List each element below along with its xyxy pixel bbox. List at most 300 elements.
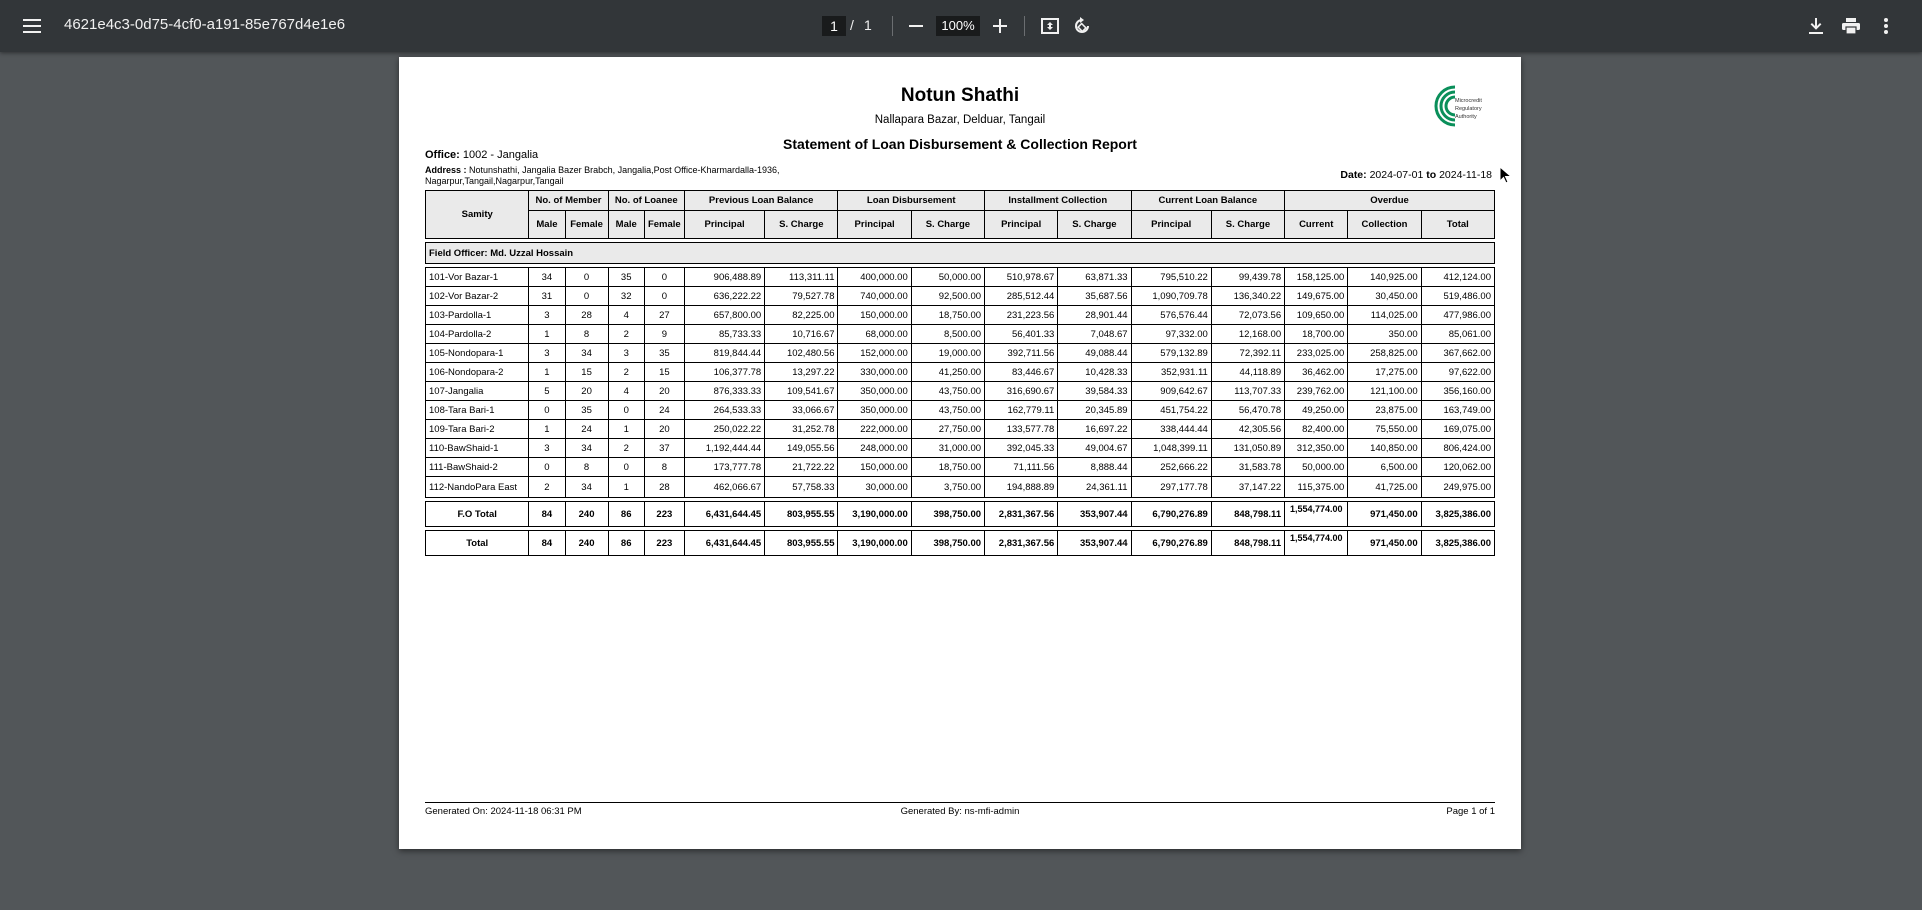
table-cell: 49,004.67 [1058, 439, 1131, 458]
table-cell: 352,931.11 [1131, 363, 1211, 382]
table-cell: 312,350.00 [1285, 439, 1348, 458]
subheader-male: Male [608, 211, 644, 239]
table-cell: 2 [608, 439, 644, 458]
row-label-cell: 101-Vor Bazar-1 [426, 268, 529, 287]
row-label-cell: 105-Nondopara-1 [426, 344, 529, 363]
table-cell: 1,090,709.78 [1131, 287, 1211, 306]
field-officer-name: Field Officer: Md. Uzzal Hossain [426, 243, 1495, 264]
organization-name: Notun Shathi [900, 85, 1020, 106]
date-to: 2024-11-18 [1439, 169, 1492, 181]
table-row [426, 363, 1495, 382]
table-cell: 13,297.22 [765, 363, 838, 382]
row-label-cell: 107-Jangalia [426, 382, 529, 401]
table-cell: 18,750.00 [911, 458, 984, 477]
table-cell: 131,050.89 [1211, 439, 1284, 458]
subheader-principal: Principal [684, 211, 764, 239]
table-cell: 152,000.00 [838, 344, 911, 363]
table-cell: 31 [529, 287, 565, 306]
table-cell: 92,500.00 [911, 287, 984, 306]
fit-to-page-icon[interactable] [1038, 14, 1062, 38]
row-label-cell: 104-Pardolla-2 [426, 325, 529, 344]
table-cell: 0 [608, 458, 644, 477]
table-cell: 367,662.00 [1421, 344, 1494, 363]
table-cell: 5 [529, 382, 565, 401]
table-cell: 2 [529, 477, 565, 498]
table-cell: 106,377.78 [684, 363, 764, 382]
table-cell: 451,754.22 [1131, 401, 1211, 420]
table-cell: 477,986.00 [1421, 306, 1494, 325]
address-line-1: Notunshathi, Jangalia Bazer Brabch, Jangalia,Post Office-Kharmardalla-1936, [469, 165, 780, 175]
table-cell: 231,223.56 [985, 306, 1058, 325]
table-cell: 75,550.00 [1348, 420, 1421, 439]
table-cell: 43,750.00 [911, 401, 984, 420]
table-cell: 3 [529, 439, 565, 458]
table-cell: 0 [529, 401, 565, 420]
table-cell: 338,444.44 [1131, 420, 1211, 439]
table-cell: 8,888.44 [1058, 458, 1131, 477]
table-cell: 848,798.11 [1211, 531, 1284, 556]
table-cell: 35 [608, 268, 644, 287]
table-cell: 35 [565, 401, 608, 420]
row-label-cell: 106-Nondopara-2 [426, 363, 529, 382]
footer-divider [425, 802, 1495, 803]
table-cell: 285,512.44 [985, 287, 1058, 306]
table-cell: 971,450.00 [1348, 502, 1421, 527]
table-cell: 49,250.00 [1285, 401, 1348, 420]
generated-on: Generated On: 2024-11-18 06:31 PM [425, 806, 582, 817]
table-cell: 50,000.00 [911, 268, 984, 287]
subheader-female: Female [565, 211, 608, 239]
header-samity: Samity [426, 191, 529, 239]
table-cell: 84 [529, 502, 565, 527]
table-cell: 4 [608, 382, 644, 401]
table-cell: 3 [529, 306, 565, 325]
table-cell: 350,000.00 [838, 382, 911, 401]
table-cell: 113,311.11 [765, 268, 838, 287]
table-cell: 23,875.00 [1348, 401, 1421, 420]
date-to-label: to [1426, 169, 1437, 181]
office-info [425, 149, 538, 161]
table-cell: 848,798.11 [1211, 502, 1284, 527]
table-cell: 32 [608, 287, 644, 306]
table-cell: 41,725.00 [1348, 477, 1421, 498]
table-cell: 97,622.00 [1421, 363, 1494, 382]
table-cell: 15 [565, 363, 608, 382]
table-cell: 158,125.00 [1285, 268, 1348, 287]
table-cell: 264,533.33 [684, 401, 764, 420]
office-value: 1002 - Jangalia [462, 149, 539, 161]
table-cell: 21,722.22 [765, 458, 838, 477]
grand-total-row [426, 531, 1495, 556]
subheader-total: Total [1421, 211, 1494, 239]
table-cell: 0 [644, 268, 684, 287]
table-cell: 2 [608, 325, 644, 344]
table-cell: 252,666.22 [1131, 458, 1211, 477]
zoom-out-icon[interactable] [904, 14, 928, 38]
table-cell: 1,048,399.11 [1131, 439, 1211, 458]
table-cell: 8,500.00 [911, 325, 984, 344]
table-cell: 109,650.00 [1285, 306, 1348, 325]
table-cell: 35,687.56 [1058, 287, 1131, 306]
generated-by: Generated By: ns-mfi-admin [900, 806, 1020, 817]
table-cell: 1 [529, 363, 565, 382]
page-separator: / [850, 17, 854, 33]
date-from: 2024-07-01 [1369, 169, 1424, 181]
table-cell: 9 [644, 325, 684, 344]
header-loanee: No. of Loanee [608, 191, 684, 211]
table-cell: 1 [608, 420, 644, 439]
subheader-scharge: S. Charge [911, 211, 984, 239]
table-cell: 350,000.00 [838, 401, 911, 420]
table-cell: 7,048.67 [1058, 325, 1131, 344]
table-cell: 86 [608, 531, 644, 556]
table-cell: 149,675.00 [1285, 287, 1348, 306]
table-cell: 35 [644, 344, 684, 363]
table-cell: 0 [608, 401, 644, 420]
table-cell: 250,022.22 [684, 420, 764, 439]
table-cell: 6,790,276.89 [1131, 502, 1211, 527]
row-label-cell: 112-NandoPara East [426, 477, 529, 498]
organization-address: Nallapara Bazar, Delduar, Tangail [874, 114, 1046, 126]
table-cell: 20 [565, 382, 608, 401]
table-cell: 1,554,774.00 [1285, 531, 1348, 556]
download-icon[interactable] [1804, 14, 1828, 38]
table-row [426, 344, 1495, 363]
table-cell: 6,790,276.89 [1131, 531, 1211, 556]
header-previous-balance: Previous Loan Balance [684, 191, 838, 211]
table-cell: 121,100.00 [1348, 382, 1421, 401]
table-cell: 1 [608, 477, 644, 498]
table-cell: 86 [608, 502, 644, 527]
table-cell: 20 [644, 420, 684, 439]
table-cell: 28,901.44 [1058, 306, 1131, 325]
table-cell: 3,825,386.00 [1421, 531, 1494, 556]
table-cell: 971,450.00 [1348, 531, 1421, 556]
logo-text-line: Regulatory [1455, 106, 1482, 112]
table-cell: 330,000.00 [838, 363, 911, 382]
table-cell: 519,486.00 [1421, 287, 1494, 306]
mra-logo [1433, 83, 1495, 129]
table-cell: 6,431,644.45 [684, 502, 764, 527]
table-cell: 350.00 [1348, 325, 1421, 344]
table-cell: 398,750.00 [911, 502, 984, 527]
zoom-level-input[interactable]: 100% [936, 16, 980, 36]
table-cell: 82,225.00 [765, 306, 838, 325]
table-cell: 2,831,367.56 [985, 502, 1058, 527]
table-cell: 82,400.00 [1285, 420, 1348, 439]
table-cell: 20 [644, 382, 684, 401]
table-cell: 249,975.00 [1421, 477, 1494, 498]
table-cell: 72,073.56 [1211, 306, 1284, 325]
table-cell: 42,305.56 [1211, 420, 1284, 439]
table-cell: 31,583.78 [1211, 458, 1284, 477]
rotate-icon[interactable] [1070, 14, 1094, 38]
table-cell: 353,907.44 [1058, 531, 1131, 556]
table-cell: 115,375.00 [1285, 477, 1348, 498]
report-title: Statement of Loan Disbursement & Collection Report [783, 136, 1137, 152]
table-cell: 3,190,000.00 [838, 531, 911, 556]
table-cell: 18,750.00 [911, 306, 984, 325]
table-cell: 37,147.22 [1211, 477, 1284, 498]
table-cell: 223 [644, 531, 684, 556]
table-cell: 34 [565, 477, 608, 498]
table-cell: 97,332.00 [1131, 325, 1211, 344]
table-cell: 162,779.11 [985, 401, 1058, 420]
table-cell: 906,488.89 [684, 268, 764, 287]
table-cell: 0 [565, 268, 608, 287]
table-cell: 28 [644, 477, 684, 498]
table-cell: 24,361.11 [1058, 477, 1131, 498]
table-cell: 6,431,644.45 [684, 531, 764, 556]
subheader-scharge: S. Charge [1058, 211, 1131, 239]
table-cell: 169,075.00 [1421, 420, 1494, 439]
table-cell: 24 [644, 401, 684, 420]
row-label-cell: 103-Pardolla-1 [426, 306, 529, 325]
row-label-cell: 102-Vor Bazar-2 [426, 287, 529, 306]
zoom-in-icon[interactable] [988, 14, 1012, 38]
table-cell: 133,577.78 [985, 420, 1058, 439]
table-cell: 10,428.33 [1058, 363, 1131, 382]
table-cell: 240 [565, 502, 608, 527]
table-cell: 31,252.78 [765, 420, 838, 439]
table-cell: 17,275.00 [1348, 363, 1421, 382]
table-cell: 579,132.89 [1131, 344, 1211, 363]
header-overdue: Overdue [1285, 191, 1495, 211]
table-cell: 136,340.22 [1211, 287, 1284, 306]
table-cell: 31,000.00 [911, 439, 984, 458]
header-members: No. of Member [529, 191, 608, 211]
table-row [426, 401, 1495, 420]
table-cell: 36,462.00 [1285, 363, 1348, 382]
table-cell: 233,025.00 [1285, 344, 1348, 363]
table-cell: 2,831,367.56 [985, 531, 1058, 556]
table-cell: 114,025.00 [1348, 306, 1421, 325]
subheader-current: Current [1285, 211, 1348, 239]
table-cell: 806,424.00 [1421, 439, 1494, 458]
table-row [426, 287, 1495, 306]
document-title: 4621e4c3-0d75-4cf0-a191-85e767d4e1e6 [64, 16, 346, 33]
table-cell: 79,527.78 [765, 287, 838, 306]
table-row [426, 420, 1495, 439]
table-cell: 297,177.78 [1131, 477, 1211, 498]
table-cell: 3 [529, 344, 565, 363]
row-label-cell: Total [426, 531, 529, 556]
table-cell: 795,510.22 [1131, 268, 1211, 287]
subheader-principal: Principal [838, 211, 911, 239]
table-cell: 57,758.33 [765, 477, 838, 498]
table-cell: 740,000.00 [838, 287, 911, 306]
date-range [1340, 169, 1492, 181]
table-cell: 20,345.89 [1058, 401, 1131, 420]
table-cell: 462,066.67 [684, 477, 764, 498]
table-cell: 3,825,386.00 [1421, 502, 1494, 527]
table-cell: 49,088.44 [1058, 344, 1131, 363]
table-cell: 34 [565, 344, 608, 363]
table-cell: 109,541.67 [765, 382, 838, 401]
table-cell: 85,733.33 [684, 325, 764, 344]
table-cell: 240 [565, 531, 608, 556]
table-cell: 43,750.00 [911, 382, 984, 401]
subheader-principal: Principal [985, 211, 1058, 239]
table-cell: 353,907.44 [1058, 502, 1131, 527]
table-cell: 140,850.00 [1348, 439, 1421, 458]
subheader-scharge: S. Charge [765, 211, 838, 239]
table-cell: 316,690.67 [985, 382, 1058, 401]
table-cell: 50,000.00 [1285, 458, 1348, 477]
table-cell: 239,762.00 [1285, 382, 1348, 401]
table-cell: 120,062.00 [1421, 458, 1494, 477]
table-cell: 34 [565, 439, 608, 458]
table-cell: 222,000.00 [838, 420, 911, 439]
row-label-cell: 111-BawShaid-2 [426, 458, 529, 477]
header-current-balance: Current Loan Balance [1131, 191, 1285, 211]
table-cell: 876,333.33 [684, 382, 764, 401]
table-cell: 28 [565, 306, 608, 325]
table-cell: 2 [608, 363, 644, 382]
table-cell: 1,192,444.44 [684, 439, 764, 458]
table-cell: 194,888.89 [985, 477, 1058, 498]
table-cell: 356,160.00 [1421, 382, 1494, 401]
fo-total-row [426, 502, 1495, 527]
table-cell: 140,925.00 [1348, 268, 1421, 287]
table-cell: 113,707.33 [1211, 382, 1284, 401]
table-cell: 0 [644, 287, 684, 306]
table-cell: 68,000.00 [838, 325, 911, 344]
table-cell: 102,480.56 [765, 344, 838, 363]
table-cell: 27,750.00 [911, 420, 984, 439]
table-cell: 27 [644, 306, 684, 325]
logo-text-line: Microcredit [1455, 98, 1482, 104]
table-cell: 173,777.78 [684, 458, 764, 477]
row-label-cell: 109-Tara Bari-2 [426, 420, 529, 439]
table-cell: 84 [529, 531, 565, 556]
table-cell: 3,750.00 [911, 477, 984, 498]
table-row [426, 268, 1495, 287]
table-cell: 37 [644, 439, 684, 458]
table-cell: 63,871.33 [1058, 268, 1131, 287]
table-cell: 657,800.00 [684, 306, 764, 325]
table-cell: 30,000.00 [838, 477, 911, 498]
table-cell: 576,576.44 [1131, 306, 1211, 325]
header-disbursement: Loan Disbursement [838, 191, 985, 211]
row-label-cell: F.O Total [426, 502, 529, 527]
table-cell: 33,066.67 [765, 401, 838, 420]
table-cell: 44,118.89 [1211, 363, 1284, 382]
subheader-collection: Collection [1348, 211, 1421, 239]
table-cell: 1 [529, 325, 565, 344]
table-cell: 39,584.33 [1058, 382, 1131, 401]
table-cell: 16,697.22 [1058, 420, 1131, 439]
table-row [426, 477, 1495, 498]
table-cell: 56,401.33 [985, 325, 1058, 344]
table-cell: 258,825.00 [1348, 344, 1421, 363]
pdf-toolbar [0, 0, 1922, 52]
date-label: Date: [1340, 169, 1367, 181]
page-info: Page 1 of 1 [1446, 806, 1495, 817]
table-cell: 248,000.00 [838, 439, 911, 458]
address-line-2: Nagarpur,Tangail,Nagarpur,Tangail [425, 176, 564, 186]
loan-report-table [425, 190, 1495, 556]
table-cell: 3,190,000.00 [838, 502, 911, 527]
address-label: Address : [425, 165, 467, 175]
table-cell: 15 [644, 363, 684, 382]
subheader-principal: Principal [1131, 211, 1211, 239]
subheader-female: Female [644, 211, 684, 239]
more-options-icon[interactable] [1874, 14, 1898, 38]
toolbar-divider [892, 16, 893, 36]
table-cell: 1,554,774.00 [1285, 502, 1348, 527]
table-row [426, 325, 1495, 344]
table-cell: 510,978.67 [985, 268, 1058, 287]
table-cell: 149,055.56 [765, 439, 838, 458]
logo-text-line: Authority [1455, 114, 1477, 120]
table-cell: 1 [529, 420, 565, 439]
table-cell: 18,700.00 [1285, 325, 1348, 344]
table-cell: 412,124.00 [1421, 268, 1494, 287]
table-row [426, 439, 1495, 458]
table-cell: 24 [565, 420, 608, 439]
table-cell: 19,000.00 [911, 344, 984, 363]
table-cell: 85,061.00 [1421, 325, 1494, 344]
print-icon[interactable] [1839, 14, 1863, 38]
table-cell: 392,045.33 [985, 439, 1058, 458]
table-cell: 803,955.55 [765, 531, 838, 556]
table-cell: 8 [644, 458, 684, 477]
table-cell: 150,000.00 [838, 458, 911, 477]
current-page-input[interactable]: 1 [822, 16, 846, 36]
header-installment: Installment Collection [985, 191, 1132, 211]
table-cell: 56,470.78 [1211, 401, 1284, 420]
table-cell: 150,000.00 [838, 306, 911, 325]
address-info [425, 165, 845, 187]
total-pages: 1 [864, 17, 872, 33]
table-cell: 41,250.00 [911, 363, 984, 382]
table-cell: 163,749.00 [1421, 401, 1494, 420]
table-cell: 223 [644, 502, 684, 527]
pdf-page [399, 57, 1521, 849]
table-cell: 12,168.00 [1211, 325, 1284, 344]
table-cell: 30,450.00 [1348, 287, 1421, 306]
table-cell: 909,642.67 [1131, 382, 1211, 401]
table-cell: 398,750.00 [911, 531, 984, 556]
subheader-male: Male [529, 211, 565, 239]
table-row [426, 458, 1495, 477]
table-cell: 636,222.22 [684, 287, 764, 306]
table-cell: 400,000.00 [838, 268, 911, 287]
field-officer-row [426, 243, 1495, 264]
mouse-cursor-icon [1499, 166, 1513, 184]
table-cell: 83,446.67 [985, 363, 1058, 382]
table-cell: 8 [565, 458, 608, 477]
office-label: Office: [425, 149, 460, 161]
table-cell: 3 [608, 344, 644, 363]
row-label-cell: 108-Tara Bari-1 [426, 401, 529, 420]
table-cell: 0 [529, 458, 565, 477]
toolbar-divider [1024, 16, 1025, 36]
table-cell: 819,844.44 [684, 344, 764, 363]
table-cell: 71,111.56 [985, 458, 1058, 477]
row-label-cell: 110-BawShaid-1 [426, 439, 529, 458]
table-cell: 99,439.78 [1211, 268, 1284, 287]
subheader-scharge: S. Charge [1211, 211, 1284, 239]
table-row [426, 382, 1495, 401]
table-cell: 10,716.67 [765, 325, 838, 344]
table-cell: 392,711.56 [985, 344, 1058, 363]
table-cell: 0 [565, 287, 608, 306]
table-cell: 8 [565, 325, 608, 344]
table-cell: 4 [608, 306, 644, 325]
menu-icon[interactable] [20, 14, 44, 38]
